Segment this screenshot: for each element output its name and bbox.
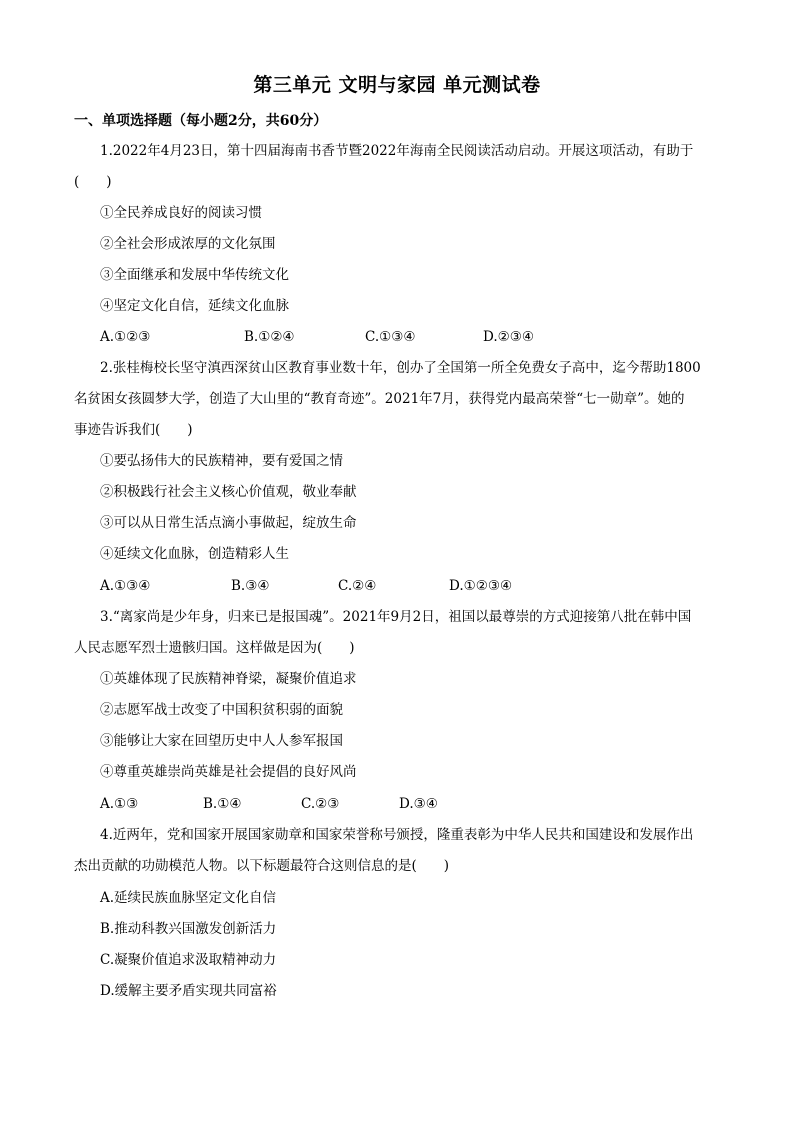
q2-stem-line2: 名贫困女孩圆梦大学，创造了大山里的“教育奇迹”。2021年7月，获得党内最高荣誉“七一勋章”。她的: [74, 391, 685, 407]
q3-option-a[interactable]: A.①③: [100, 796, 139, 812]
q3-item-1: ①英雄体现了民族精神脊梁，凝聚价值追求: [100, 671, 357, 687]
q1-stem-line1: 1.2022年4月23日，第十四届海南书香节暨2022年海南全民阅读活动启动。开展这项活动，有助于: [100, 143, 694, 159]
q3-stem-line2: 人民志愿军烈士遗骸归国。这样做是因为( ): [74, 640, 355, 656]
q1-item-2: ②全社会形成浓厚的文化氛围: [100, 236, 276, 252]
q2-item-3: ③可以从日常生活点滴小事做起，绽放生命: [100, 515, 357, 531]
q1-option-c[interactable]: C.①③④: [365, 329, 416, 345]
q2-item-2: ②积极践行社会主义核心价值观，敬业奉献: [100, 484, 357, 500]
q3-option-c[interactable]: C.②③: [301, 796, 340, 812]
q1-option-b[interactable]: B.①②④: [244, 329, 295, 345]
q1-item-3: ③全面继承和发展中华传统文化: [100, 267, 289, 283]
page-title: 第三单元 文明与家园 单元测试卷: [253, 74, 541, 96]
q3-item-3: ③能够让大家在回望历史中人人参军报国: [100, 733, 343, 749]
q3-option-d[interactable]: D.③④: [399, 796, 438, 812]
q3-item-4: ④尊重英雄崇尚英雄是社会提倡的良好风尚: [100, 764, 357, 780]
q2-item-4: ④延续文化血脉，创造精彩人生: [100, 546, 289, 562]
q2-stem-line1: 2.张桂梅校长坚守滇西深贫山区教育事业数十年，创办了全国第一所全免费女子高中，迄今帮助1800: [100, 360, 701, 376]
q2-option-d[interactable]: D.①②③④: [449, 578, 513, 594]
q1-option-d[interactable]: D.②③④: [483, 329, 534, 345]
q1-option-a[interactable]: A.①②③: [100, 329, 151, 345]
section-heading: 一、单项选择题（每小题2分，共60分）: [74, 113, 328, 129]
q4-stem-line2: 杰出贡献的功勋模范人物。以下标题最符合这则信息的是( ): [74, 858, 450, 874]
q4-option-b[interactable]: B.推动科教兴国激发创新活力: [100, 921, 277, 937]
q2-option-b[interactable]: B.③④: [231, 578, 270, 594]
q3-item-2: ②志愿军战士改变了中国积贫积弱的面貌: [100, 702, 343, 718]
q2-option-a[interactable]: A.①③④: [100, 578, 151, 594]
q1-stem-line2: ( ): [74, 174, 112, 190]
q4-option-c[interactable]: C.凝聚价值追求汲取精神动力: [100, 952, 277, 968]
q4-option-a[interactable]: A.延续民族血脉坚定文化自信: [100, 890, 277, 906]
q2-item-1: ①要弘扬伟大的民族精神，要有爱国之情: [100, 453, 343, 469]
q1-item-1: ①全民养成良好的阅读习惯: [100, 205, 262, 221]
q4-stem-line1: 4.近两年，党和国家开展国家勋章和国家荣誉称号颁授，隆重表彰为中华人民共和国建设和发展作出: [100, 827, 694, 843]
q4-option-d[interactable]: D.缓解主要矛盾实现共同富裕: [100, 983, 277, 999]
q2-stem-line3: 事迹告诉我们( ): [74, 422, 193, 438]
q1-item-4: ④坚定文化自信，延续文化血脉: [100, 298, 289, 314]
q3-option-b[interactable]: B.①④: [203, 796, 242, 812]
q2-option-c[interactable]: C.②④: [338, 578, 377, 594]
q3-stem-line1: 3.“离家尚是少年身，归来已是报国魂”。2021年9月2日，祖国以最尊崇的方式迎接第八批在韩中国: [100, 609, 692, 625]
